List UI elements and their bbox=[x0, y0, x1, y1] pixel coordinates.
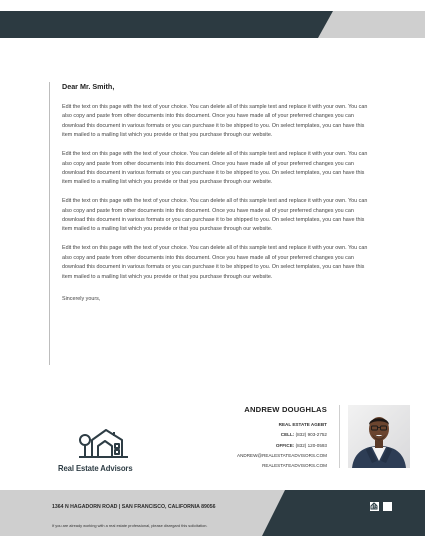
agent-website[interactable]: REALESTATEADVISORS.COM bbox=[262, 463, 327, 469]
paragraph-1: Edit the text on this page with the text of your choice. You can delete all of this sample text and replace it with your own. You can also copy and paste from other documents into this document. Once you have made all of your preferred changes you can download this document in various formats or you can purchase it to be shipped to you. On select templates, you can have this item mailed to a mailing list which you provide or that you purchase through our website. bbox=[62, 104, 368, 139]
agent-office bbox=[237, 441, 327, 451]
agent-divider bbox=[339, 405, 340, 468]
paragraph-2: Edit the text on this page with the text of your choice. You can delete all of this sample text and replace it with your own. You can also copy and paste from other documents into this document. Once you have made all of your preferred changes you can download this document in various formats or you can purchase it to be shipped to you. On select templates, you can have this item mailed to a mailing list which you provide or that you purchase through our website. bbox=[62, 151, 368, 186]
brand-name: Real Estate Advisors bbox=[58, 463, 133, 473]
equal-housing-icon bbox=[383, 502, 392, 511]
salutation: Dear Mr. Smith, bbox=[62, 82, 115, 91]
left-rule bbox=[49, 82, 50, 365]
footer-icons bbox=[370, 502, 392, 511]
footer-band bbox=[0, 488, 425, 546]
house-logo-icon bbox=[76, 426, 132, 460]
paragraph-3: Edit the text on this page with the text of your choice. You can delete all of this sample text and replace it with your own. You can also copy and paste from other documents into this document. Once you have made all of your preferred changes you can download this document in various formats or you can purchase it to be shipped to you. On select templates, you can have this item mailed to a mailing list which you provide or that you purchase through our website. bbox=[62, 198, 368, 233]
closing: Sincerely yours, bbox=[62, 296, 101, 302]
letter-body bbox=[62, 82, 372, 302]
brand-logo bbox=[58, 426, 153, 473]
agent-name: ANDREW DOUGHLAS bbox=[244, 405, 327, 414]
agent-contact bbox=[237, 405, 327, 471]
agent-title: REAL ESTATE AGEBT bbox=[278, 422, 327, 427]
realtor-icon: R bbox=[370, 502, 379, 511]
agent-cell bbox=[237, 430, 327, 440]
footer-address: 1364 N HAGADORN ROAD | SAN FRANCISCO, CALIFORNIA 89056 bbox=[52, 504, 216, 510]
paragraph-4: Edit the text on this page with the text of your choice. You can delete all of this sample text and replace it with your own. You can also copy and paste from other documents into this document. Once you have made all of your preferred changes you can download this document in various formats or you can purchase it to be shipped to you. On select templates, you can have this item mailed to a mailing list which you provide or that you purchase through our website. bbox=[62, 245, 368, 280]
header-band bbox=[0, 0, 425, 38]
agent-photo bbox=[348, 405, 410, 468]
cell-label: CELL: bbox=[280, 432, 295, 438]
agent-email[interactable]: ANDREW@REALESTATEADVISORS.COM bbox=[237, 452, 327, 458]
footer-disclaimer: If you are already working with a real estate professional, please disregard this solicitation. bbox=[52, 523, 208, 528]
office-label: OFFICE: bbox=[275, 442, 295, 448]
office-value: (832) 120-0593 bbox=[295, 442, 327, 448]
cell-value: (832) 903-2752 bbox=[295, 432, 327, 438]
